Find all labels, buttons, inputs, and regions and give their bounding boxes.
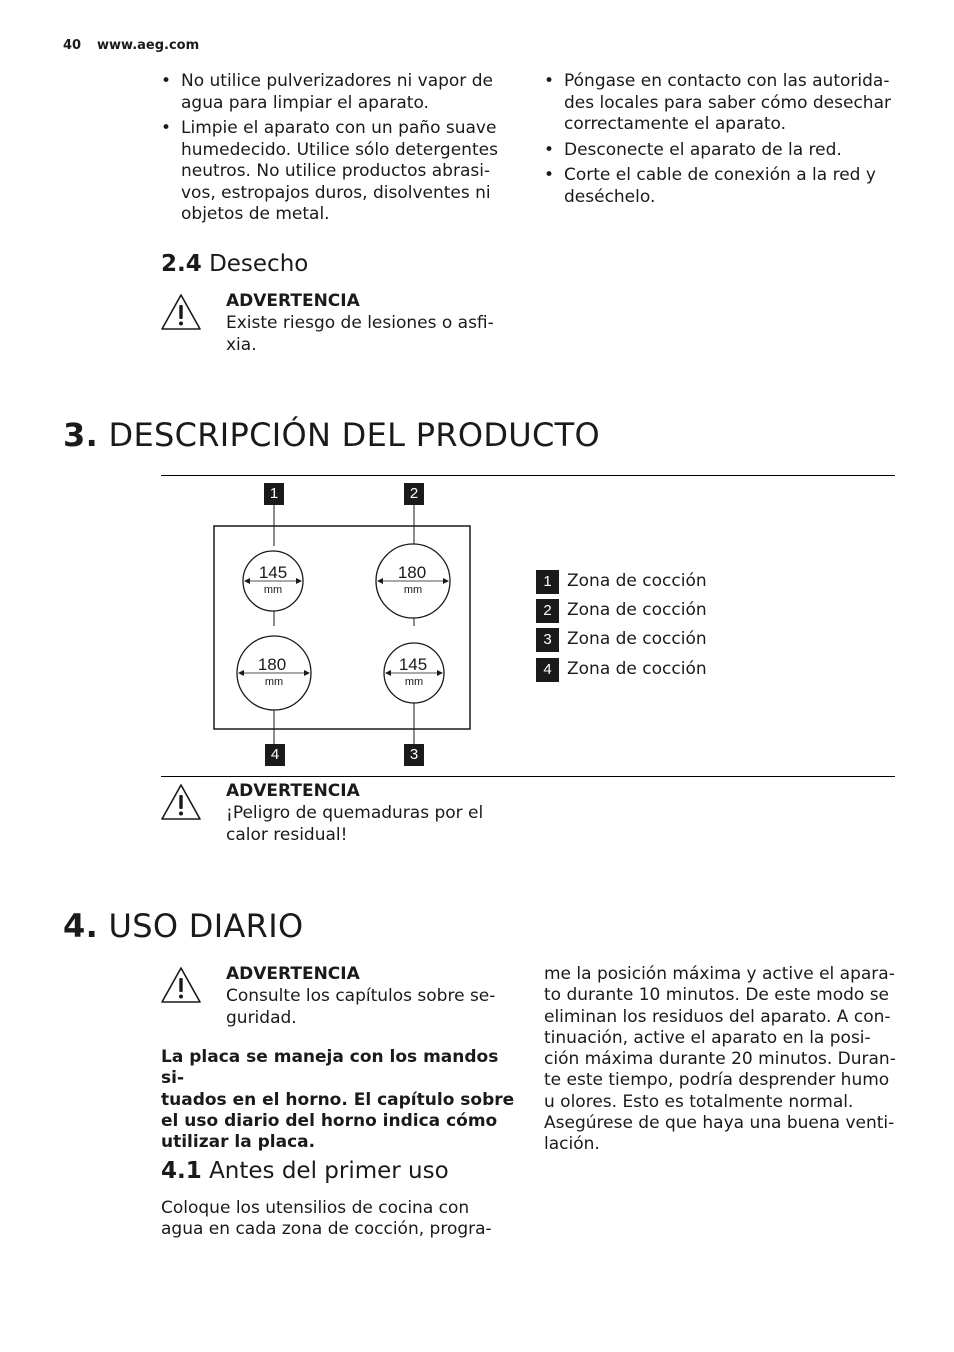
legend-number: 3: [536, 628, 559, 652]
warning-triangle-icon: [160, 293, 202, 331]
zone-unit-label: mm: [263, 584, 283, 596]
diagram-tag-1: 1: [264, 483, 284, 505]
legend-label: Zona de cocción: [567, 571, 707, 591]
legend-label: Zona de cocción: [567, 659, 707, 679]
section-number: 4.1: [161, 1158, 202, 1184]
legend-number: 4: [536, 658, 559, 682]
divider: [161, 776, 895, 777]
warning-title: ADVERTENCIA: [226, 291, 360, 311]
divider: [161, 475, 895, 476]
diagram-tag-2: 2: [404, 483, 424, 505]
section-number: 3.: [63, 416, 99, 454]
section-3-heading: [63, 415, 600, 455]
warning-text: ¡Peligro de quemaduras por el calor residual!: [226, 803, 484, 845]
zone-size-label: 145: [258, 563, 288, 582]
cooktop-diagram: [200, 478, 490, 773]
top-right-bullet-list: [544, 71, 924, 212]
legend-label: Zona de cocción: [567, 629, 707, 649]
paragraph-right: me la posición máxima y active el apara- to durante 10 minutos. De este modo se eliminan los residuos del aparato. A con- tinuación, active el aparato en la posi- ción máxima durante 20 minutos. Duran- te este tiempo, podría desprender humo u olores. Esto es totalmente normal. Asegúrese de que haya una buena venti- lación.: [544, 964, 896, 1155]
section-number: 2.4: [161, 251, 202, 277]
zone-size-label: 145: [398, 655, 428, 674]
list-item: • Corte el cable de conexión a la red y deséchelo.: [544, 165, 924, 208]
section-title: Antes del primer uso: [209, 1158, 449, 1184]
zone-unit-label: mm: [404, 676, 424, 688]
list-item: • No utilice pulverizadores ni vapor de agua para limpiar el aparato.: [161, 71, 521, 114]
page-number: 40: [63, 38, 82, 53]
bold-intro-paragraph: La placa se maneja con los mandos si- tuados en el horno. El capítulo sobre el uso diario del horno indica cómo utilizar la placa.: [161, 1047, 515, 1153]
legend-number: 1: [536, 570, 559, 594]
zone-size-label: 180: [257, 655, 287, 674]
list-item: • Desconecte el aparato de la red.: [544, 140, 924, 162]
list-item: • Póngase en contacto con las autorida- des locales para saber cómo desechar correctamente el aparato.: [544, 71, 924, 136]
top-left-bullet-list: [161, 71, 521, 230]
warning-title: ADVERTENCIA: [226, 781, 360, 801]
warning-triangle-icon: [160, 783, 202, 821]
section-4-heading: [63, 906, 303, 946]
warning-text: Consulte los capítulos sobre se- guridad.: [226, 986, 496, 1028]
zone-size-label: 180: [397, 563, 427, 582]
section-title: Desecho: [209, 251, 309, 277]
legend-number: 2: [536, 599, 559, 623]
zone-unit-label: mm: [403, 584, 423, 596]
legend-label: Zona de cocción: [567, 600, 707, 620]
section-title: USO DIARIO: [108, 907, 304, 945]
section-4-1-heading: [161, 1157, 449, 1185]
diagram-tag-4: 4: [265, 744, 285, 766]
diagram-tag-3: 3: [404, 744, 424, 766]
warning-title: ADVERTENCIA: [226, 964, 360, 984]
site-url: www.aeg.com: [97, 38, 200, 53]
warning-text: Existe riesgo de lesiones o asfi- xia.: [226, 313, 494, 355]
list-item: • Limpie el aparato con un paño suave humedecido. Utilice sólo detergentes neutros. No utilice productos abrasi- vos, estropajos duros, disolventes ni objetos de metal.: [161, 118, 521, 226]
section-title: DESCRIPCIÓN DEL PRODUCTO: [108, 416, 600, 454]
warning-triangle-icon: [160, 966, 202, 1004]
section-number: 4.: [63, 907, 99, 945]
paragraph-left: Coloque los utensilios de cocina con agua en cada zona de cocción, progra-: [161, 1198, 492, 1240]
zone-unit-label: mm: [264, 676, 284, 688]
section-2-4-heading: [161, 250, 308, 278]
